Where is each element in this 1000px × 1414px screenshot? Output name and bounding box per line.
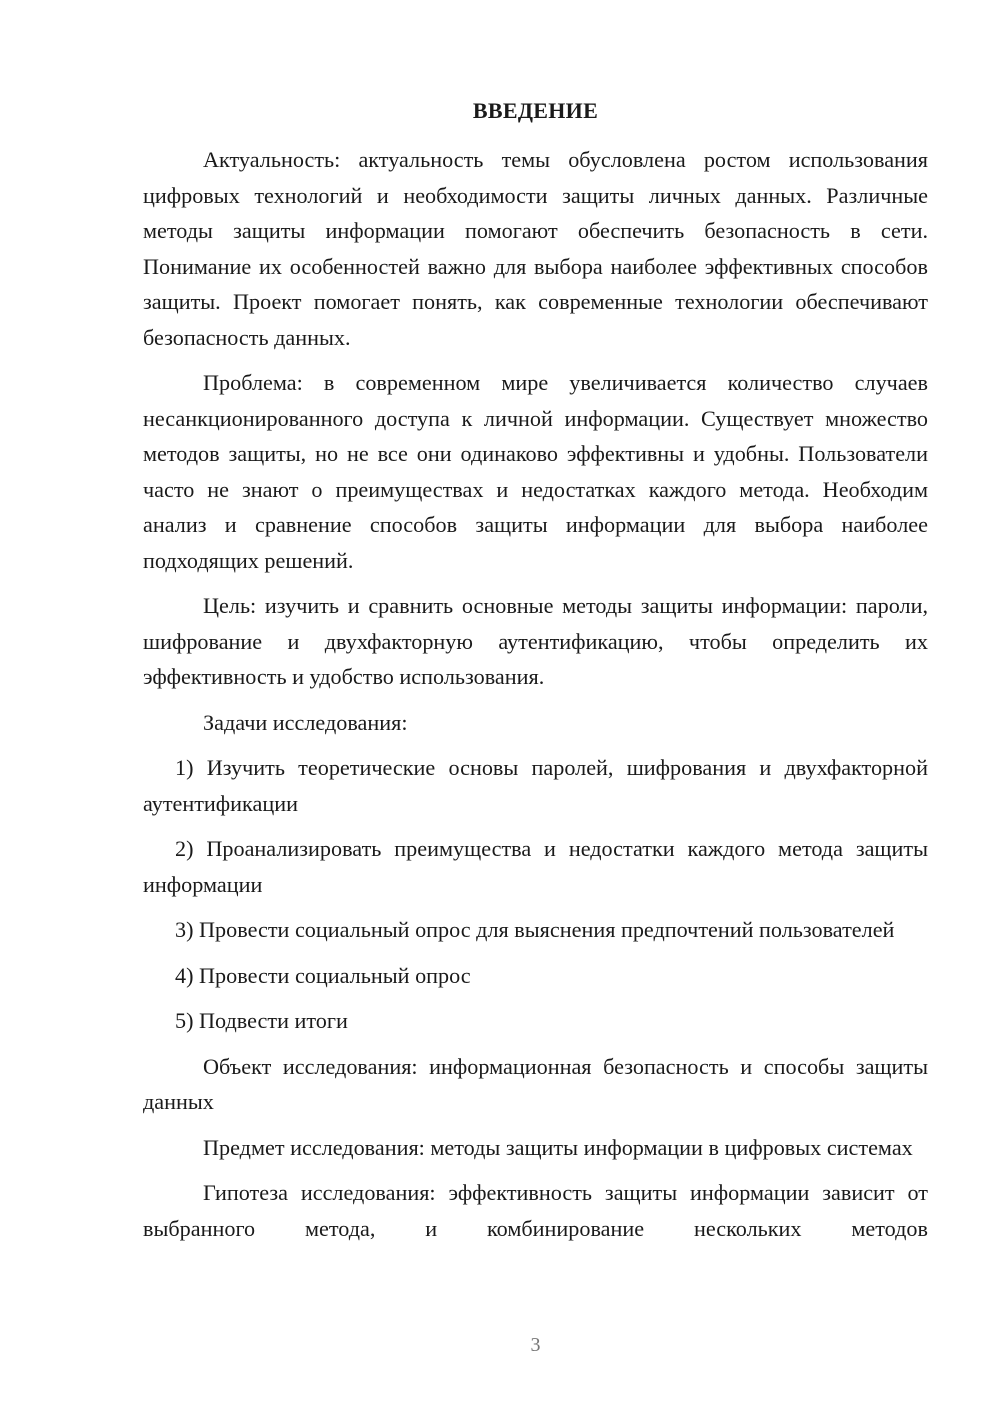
task-item: 1) Изучить теоретические основы паролей, шифрования и двухфакторной аутентификации (143, 755, 928, 816)
task-item: 5) Подвести итоги (175, 1008, 348, 1033)
task-item: 3) Провести социальный опрос для выяснения предпочтений пользователей (175, 917, 895, 942)
relevance-paragraph: Актуальность: актуальность темы обусловлена ростом использования цифровых технологий и необходимости защиты личных данных. Различные методы защиты информации помогают обеспечить безопасность в сети. Понимание их особенностей важно для выбора наиболее эффективных способов защиты. Проект помогает понять, как современные технологии обеспечивают безопасность данных. (143, 147, 928, 350)
document-page (143, 0, 928, 1414)
object-paragraph: Объект исследования: информационная безопасность и способы защиты данных (143, 1053, 928, 1114)
page-title: ВВЕДЕНИЕ (472, 98, 599, 123)
task-item: 4) Провести социальный опрос (175, 962, 471, 988)
document-body (143, 142, 928, 1256)
page-number: 3 (530, 1334, 541, 1356)
problem-paragraph: Проблема: в современном мире увеличивается количество случаев несанкционированного доступа к личной информации. Существует множество методов защиты, но не все они одинаково эффективны и удобны. Пользователи часто не знают о преимуществах и недостатках каждого метода. Необходим анализ и сравнение способов защиты информации для выбора наиболее подходящих решений. (143, 370, 928, 573)
task-item: 2) Проанализировать преимущества и недостатки каждого метода защиты информации (143, 836, 928, 897)
hypothesis-paragraph: Гипотеза исследования: эффективность защиты информации зависит от выбранного метода, и комбинирование нескольких методов (143, 1180, 928, 1241)
subject-paragraph: Предмет исследования: методы защиты информации в цифровых системах (203, 1134, 913, 1160)
tasks-heading: Задачи исследования: (203, 709, 408, 735)
goal-paragraph: Цель: изучить и сравнить основные методы защиты информации: пароли, шифрование и двухфакторную аутентификацию, чтобы определить их эффективность и удобство использования. (143, 593, 928, 689)
